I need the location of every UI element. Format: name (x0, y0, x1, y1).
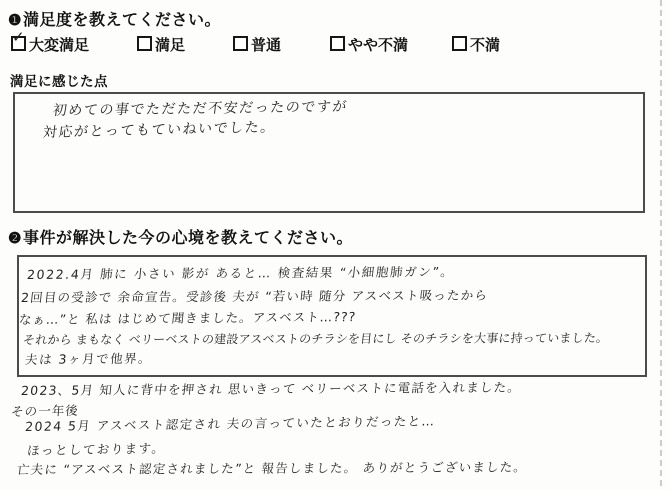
checkbox-option-satisfied (137, 34, 185, 55)
q2-heading (8, 225, 353, 248)
option-label-satisfied: 満足 (155, 38, 186, 54)
option-label-somewhat-dissatisfied: やや不満 (348, 38, 409, 54)
q2-title: 事件が解決した今の心境を教えてください。 (22, 230, 353, 247)
scan-edge-artifact (660, 0, 662, 486)
q1-number-icon: ❶ (8, 13, 22, 29)
checkbox-option-neutral (233, 34, 281, 55)
handwritten-line: 夫は 3ヶ月で他界。 (24, 350, 153, 367)
checkbox-checked-icon: ✓ (11, 36, 26, 51)
handwritten-line: ほっとしております。 (26, 440, 167, 458)
handwritten-line: 2回目の受診で 余命宣告。受診後 夫が “若い時 随分 アスベスト吸ったから (20, 287, 489, 305)
option-label-neutral: 普通 (251, 38, 282, 54)
handwritten-line: 初めての事でただただ不安だったのですが (51, 98, 349, 119)
handwritten-line: それから まもなく ベリーベストの建設アスベストのチラシを目にし そのチラシを大事に持っていました。 (22, 330, 609, 347)
option-label-dissatisfied: 不満 (470, 38, 501, 54)
checkbox-empty-icon (452, 36, 467, 51)
checkbox-empty-icon (330, 36, 345, 51)
q1-title: 満足度を教えてください。 (22, 12, 221, 29)
checkbox-option-very-satisfied (11, 28, 90, 55)
handwritten-line: なぁ…”と 私は はじめて聞きました。アスベスト…??? (18, 309, 357, 327)
option-label-very-satisfied: 大変満足 (29, 38, 90, 54)
handwritten-line: 亡夫に “アスベスト認定されました”と 報告しました。 ありがとうございました。 (16, 459, 528, 477)
handwritten-line: 2022.4月 肺に 小さい 影が あると… 検査結果 “小細胞肺ガン”。 (26, 264, 456, 282)
handwritten-line: 対応がとってもていねいでした。 (42, 119, 277, 141)
q2-number-icon: ❷ (8, 231, 22, 247)
checkbox-option-somewhat-dissatisfied (330, 34, 408, 55)
handwritten-line: その一年後 (10, 402, 80, 419)
checkbox-option-dissatisfied (452, 34, 500, 55)
handwritten-line: 2023、5月 知人に背中を押され 思いきって ベリーベストに電話を入れました。 (20, 379, 522, 398)
checkbox-empty-icon (233, 36, 248, 51)
q1-sublabel: 満足に感じた点 (10, 74, 108, 89)
checkbox-empty-icon (137, 36, 152, 51)
handwritten-line: 2024 5月 アスベスト認定され 夫の言っていたとおりだったと… (24, 413, 437, 434)
q1-heading (8, 7, 221, 30)
